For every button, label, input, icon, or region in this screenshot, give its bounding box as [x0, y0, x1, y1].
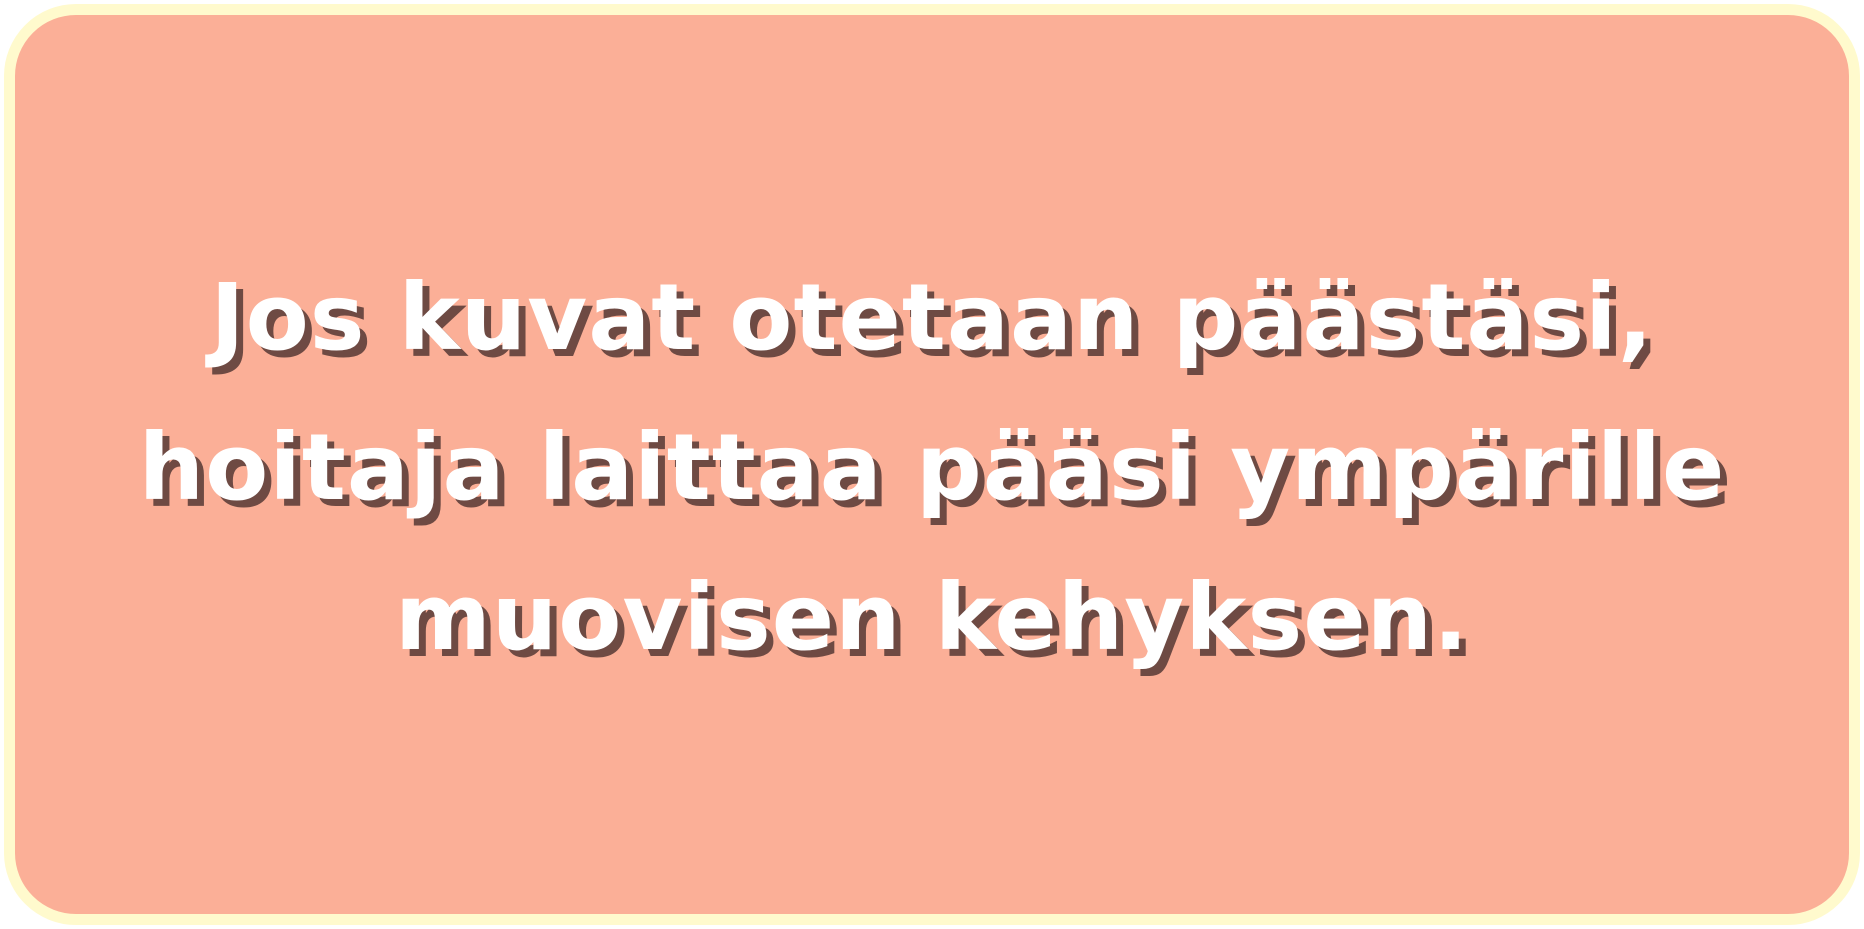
message-line-2: hoitaja laittaa pääsi ympärille: [138, 413, 1726, 521]
message-line-3: muovisen kehyksen.: [394, 563, 1470, 671]
message-card-content: [15, 15, 1849, 914]
message-card: [4, 4, 1860, 925]
message-line-1: Jos kuvat otetaan päästäsi,: [210, 263, 1654, 371]
message-text: [82, 243, 1782, 693]
